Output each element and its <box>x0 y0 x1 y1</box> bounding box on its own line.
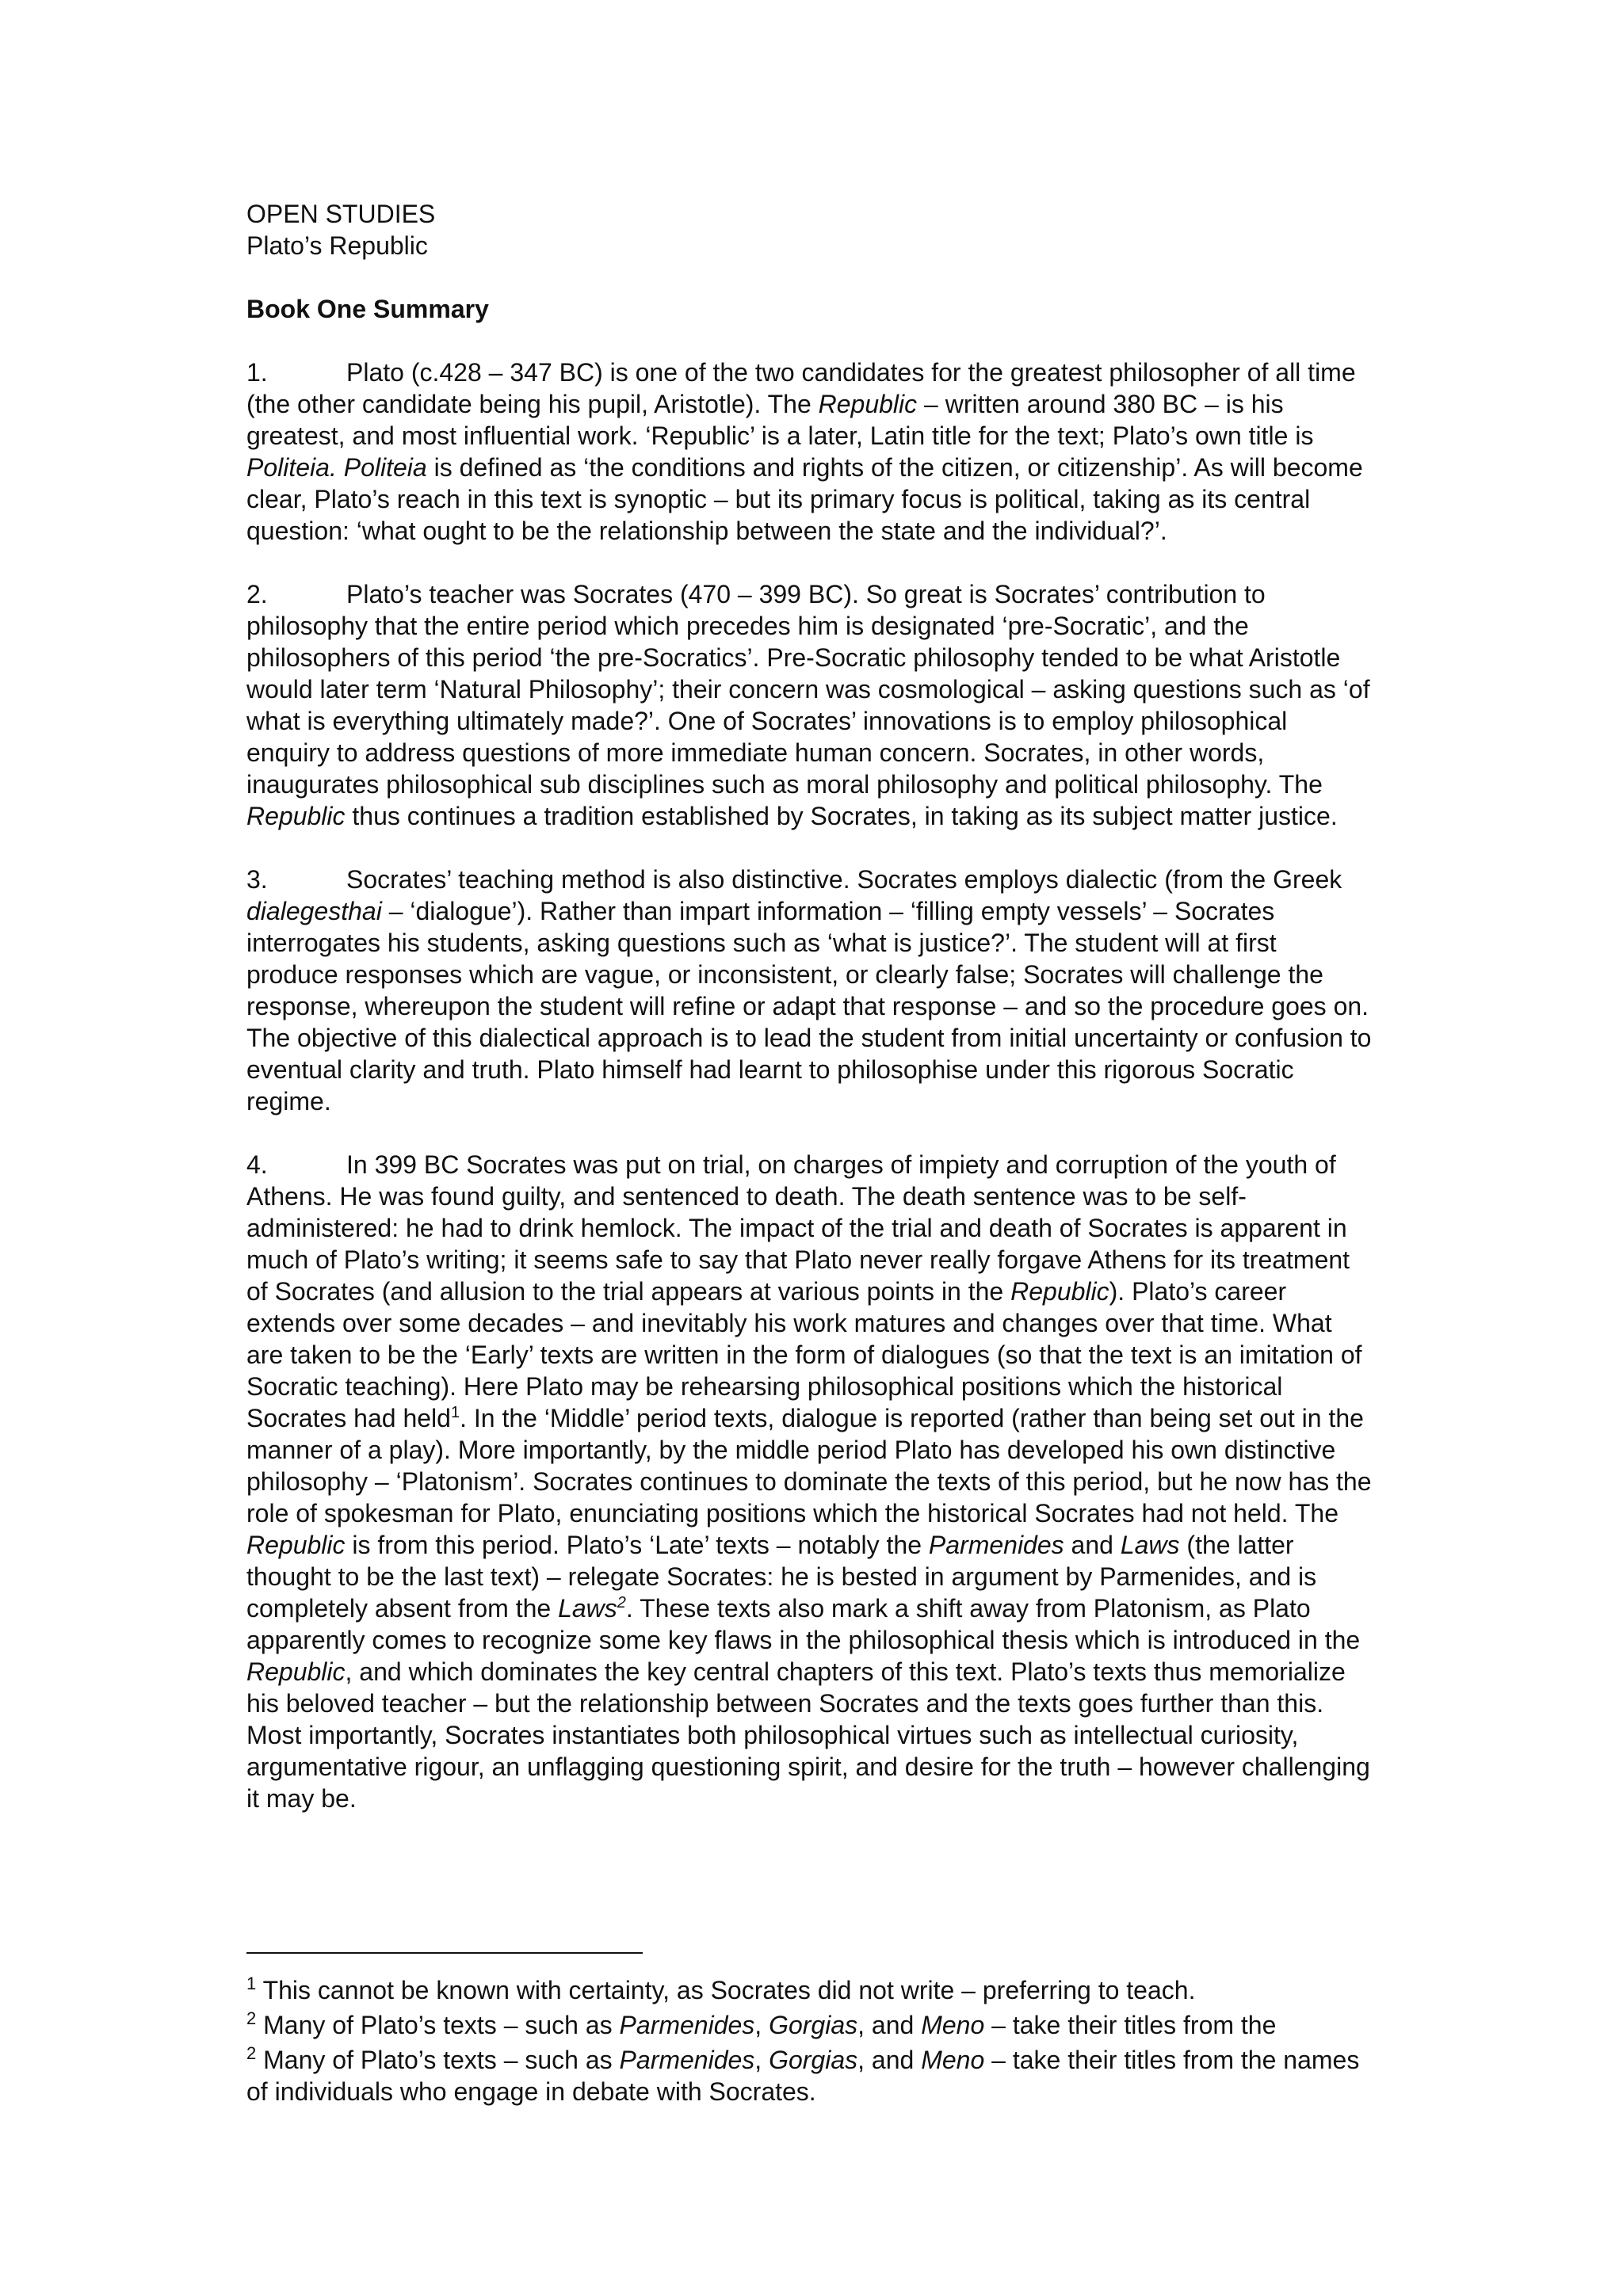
paragraph-number: 4. <box>246 1150 268 1179</box>
text-segment: Plato (c.428 – 347 BC) is one of the two candidates for the greatest philosopher of all time (the other candidate being his pupil, Aristotle). The <box>246 358 1356 418</box>
header-organization: OPEN STUDIES <box>246 200 436 228</box>
text-segment: – ‘dialogue’). Rather than impart information – ‘filling empty vessels’ – Socrates interrogates his students, asking questions such as ‘what is justice?’. The student will at first produce responses which are vague, or inconsistent, or clearly false; Socrates will challenge the response, whereupon the student will refine or adapt that response – and so the procedure goes on. The objective of this dialectical approach is to lead the student from initial uncertainty or confusion to eventual clarity and truth. Plato himself had learnt to philosophise under this rigorous Socratic regime. <box>246 897 1372 1116</box>
numbered-paragraph <box>246 864 1372 1117</box>
text-segment: and <box>1064 1531 1121 1559</box>
italic-text: Laws <box>1120 1531 1180 1559</box>
footnote-marker: 2 <box>246 2043 257 2063</box>
text-segment: – take their titles from the <box>984 2011 1277 2039</box>
text-segment: , and <box>857 2011 922 2039</box>
text-segment: . These texts also mark a shift away from Platonism, as Plato apparently comes to recognize some key flaws in the philosophical thesis which is introduced in the <box>246 1594 1361 1654</box>
text-segment: , <box>754 2046 769 2074</box>
document-body <box>246 198 1372 1846</box>
text-segment: , <box>754 2011 769 2039</box>
italic-text: Meno <box>921 2046 985 2074</box>
text-segment: In 399 BC Socrates was put on trial, on charges of impiety and corruption of the youth of Athens. He was found guilty, and sentenced to death. The death sentence was to be self-administered: he had to drink hemlock. The impact of the trial and death of Socrates is apparent in much of Plato’s writing; it seems safe to say that Plato never really forgave Athens for its treatment of Socrates (and allusion to the trial appears at various points in the <box>246 1150 1350 1306</box>
footnote <box>246 2009 1372 2041</box>
text-segment: is defined as ‘the conditions and rights of the citizen, or citizenship’. As will become clear, Plato’s reach in this text is synoptic – but its primary focus is political, taking as its central question: ‘what ought to be the relationship between the state and the individual?’. <box>246 453 1363 545</box>
italic-text: Politeia. Politeia <box>246 453 427 482</box>
text-segment: – take their titles from the names of individuals who engage in debate with Socrates. <box>246 2046 1360 2106</box>
italic-text: Republic <box>1010 1277 1109 1306</box>
footnotes-section <box>246 1952 1372 2111</box>
paragraph-number: 2. <box>246 580 268 608</box>
text-segment: Many of Plato’s texts – such as <box>256 2046 620 2074</box>
text-segment: , and <box>857 2046 922 2074</box>
section-title: Book One Summary <box>246 295 489 323</box>
footnote-marker: 1 <box>246 1974 257 1993</box>
italic-text: Laws <box>558 1594 617 1623</box>
italic-text: Republic <box>246 1657 346 1686</box>
header-course-title: Plato’s Republic <box>246 231 428 260</box>
footnote-divider <box>246 1952 643 1954</box>
text-segment: thus continues a tradition established by Socrates, in taking as its subject matter justice. <box>345 802 1338 830</box>
italic-text: Republic <box>246 1531 346 1559</box>
italic-text: Republic <box>246 802 346 830</box>
footnote-marker: 2 <box>246 2008 257 2028</box>
italic-text: Parmenides <box>619 2046 755 2074</box>
footnote-list <box>246 1974 1372 2107</box>
paragraph-list <box>246 357 1372 1814</box>
italic-text: Gorgias <box>769 2011 858 2039</box>
paragraph-number: 1. <box>246 358 268 387</box>
text-segment: , and which dominates the key central chapters of this text. Plato’s texts thus memorialize his beloved teacher – but the relationship between Socrates and the texts goes further than this. Most importantly, Socrates instantiates both philosophical virtues such as intellectual curiosity, argumentative rigour, an unflagging questioning spirit, and desire for the truth – however challenging it may be. <box>246 1657 1370 1813</box>
numbered-paragraph <box>246 578 1372 832</box>
numbered-paragraph <box>246 357 1372 547</box>
numbered-paragraph <box>246 1149 1372 1814</box>
italic-text: Gorgias <box>769 2046 858 2074</box>
text-segment: (the latter thought to be the last text) – relegate Socrates: he is bested in argument by Parmenides, and is completely absent from the <box>246 1531 1317 1623</box>
italic-text: Parmenides <box>619 2011 755 2039</box>
text-segment: is from this period. Plato’s ‘Late’ texts – notably the <box>345 1531 929 1559</box>
footnote <box>246 1974 1372 2006</box>
footnote <box>246 2044 1372 2107</box>
text-segment: Many of Plato’s texts – such as <box>256 2011 620 2039</box>
text-segment: . In the ‘Middle’ period texts, dialogue is reported (rather than being set out in the manner of a play). More importantly, by the middle period Plato has developed his own distinctive philosophy – ‘Platonism’. Socrates continues to dominate the texts of this period, but he now has the role of spokesman for Plato, enunciating positions which the historical Socrates had not held. The <box>246 1404 1372 1527</box>
footnote-reference: 1 <box>450 1404 460 1421</box>
italic-text: dialegesthai <box>246 897 382 925</box>
text-segment: Plato’s teacher was Socrates (470 – 399 BC). So great is Socrates’ contribution to philosophy that the entire period which precedes him is designated ‘pre-Socratic’, and the philosophers of this period ‘the pre-Socratics’. Pre-Socratic philosophy tended to be what Aristotle would later term ‘Natural Philosophy’; their concern was cosmological – asking questions such as ‘of what is everything ultimately made?’. One of Socrates’ innovations is to employ philosophical enquiry to address questions of more immediate human concern. Socrates, in other words, inaugurates philosophical sub disciplines such as moral philosophy and political philosophy. The <box>246 580 1370 799</box>
footnote-reference: 2 <box>617 1594 626 1611</box>
italic-text: Meno <box>921 2011 985 2039</box>
text-segment: – written around 380 BC – is his greatest, and most influential work. ‘Republic’ is a later, Latin title for the text; Plato’s own title is <box>246 390 1314 450</box>
italic-text: Parmenides <box>928 1531 1064 1559</box>
text-segment: Socrates’ teaching method is also distinctive. Socrates employs dialectic (from the Greek <box>346 865 1342 894</box>
text-segment: This cannot be known with certainty, as Socrates did not write – preferring to teach. <box>256 1976 1196 2004</box>
text-segment: ). Plato’s career extends over some decades – and inevitably his work matures and changes over that time. What are taken to be the ‘Early’ texts are written in the form of dialogues (so that the text is an imitation of Socratic teaching). Here Plato may be rehearsing philosophical positions which the historical Socrates had held <box>246 1277 1362 1432</box>
paragraph-number: 3. <box>246 865 268 894</box>
italic-text: Republic <box>818 390 918 418</box>
